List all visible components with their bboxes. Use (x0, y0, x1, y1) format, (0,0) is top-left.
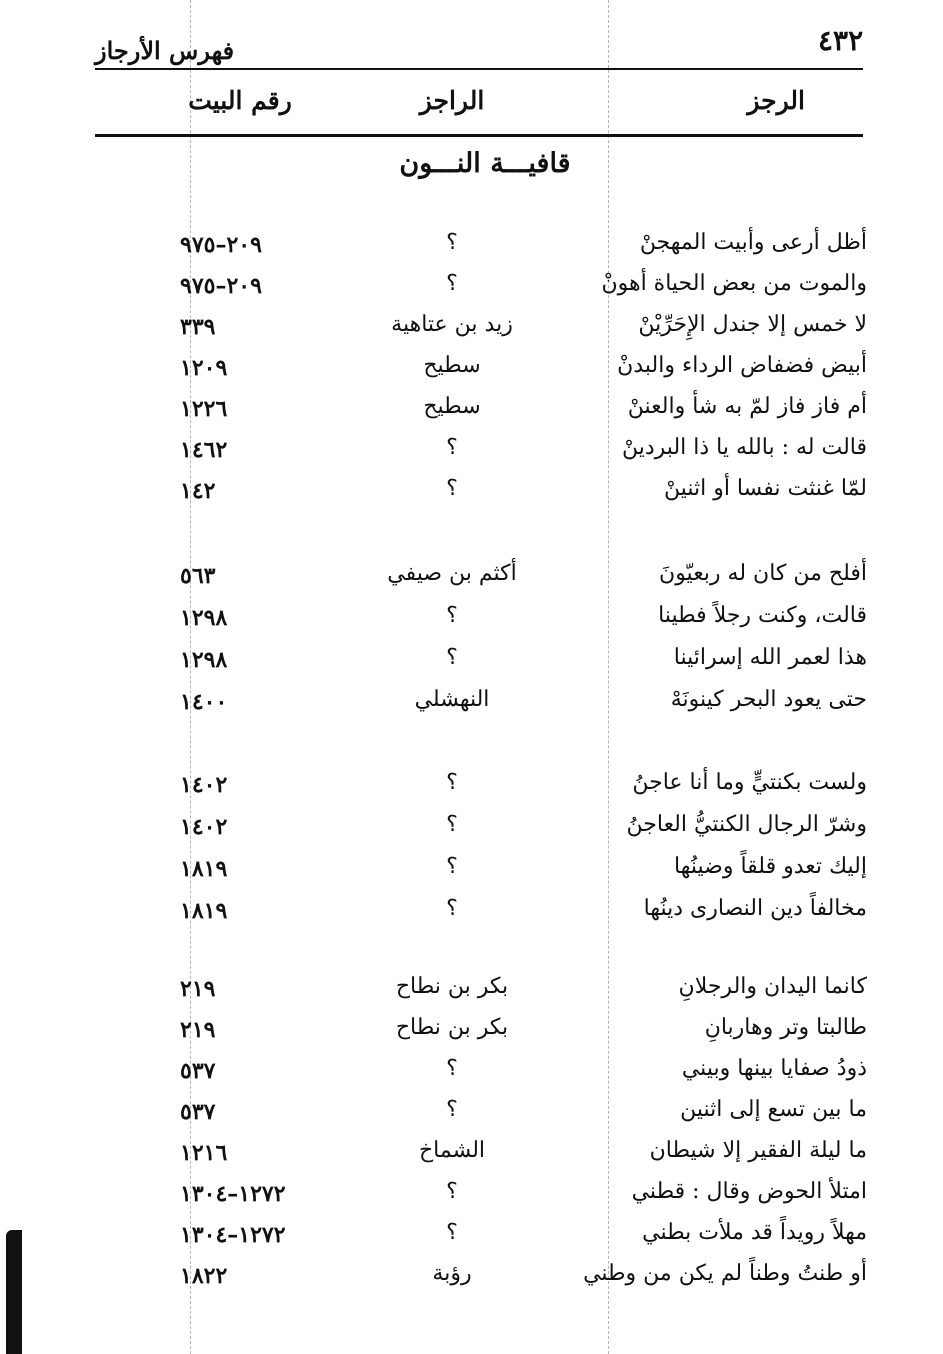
entry-verse: أبيض فضفاض الرداء والبدنْ (617, 353, 867, 378)
index-entry (0, 230, 943, 266)
entry-verse: أو طنتُ وطناً لم يكن من وطني (583, 1261, 867, 1286)
entry-verse: والموت من بعض الحياة أهونْ (601, 271, 867, 296)
index-entry (0, 435, 943, 471)
entry-verse: أظل أرعى وأبيت المهجنْ (639, 230, 867, 255)
index-entry (0, 394, 943, 430)
entry-poet: ؟ (446, 476, 458, 501)
entry-verse: طالبتا وتر وهاربانِ (704, 1015, 867, 1040)
index-entry (0, 603, 943, 639)
index-entry (0, 561, 943, 597)
entry-poet: ؟ (446, 645, 458, 670)
column-header-poet: الراجز (419, 86, 485, 115)
entry-line-number: ١٢١٦ (180, 1140, 228, 1166)
entry-line-number: ١٢٧٢–١٣٠٤ (180, 1181, 286, 1207)
scan-edge-shadow (6, 1230, 22, 1354)
entry-poet: بكر بن نطاح (395, 974, 509, 999)
index-entry (0, 1220, 943, 1256)
entry-line-number: ١٤٦٢ (180, 437, 228, 463)
entry-verse: لا خمس إلا جندل الإِحَرِّيْنْ (638, 312, 867, 337)
column-header-verse: الرجز (747, 86, 805, 115)
entry-poet: ؟ (446, 812, 458, 837)
entry-verse: مهلاً رويداً قد ملأت بطني (642, 1220, 867, 1245)
index-entry (0, 1097, 943, 1133)
index-entry (0, 1261, 943, 1297)
entry-poet: زيد بن عتاهية (391, 312, 513, 337)
entry-verse: أفلح من كان له ربعيّونَ (659, 561, 867, 586)
index-entry (0, 1015, 943, 1051)
index-entry (0, 476, 943, 512)
entry-verse: ولست بكنتيٍّ وما أنا عاجنُ (632, 770, 867, 795)
entry-line-number: ٢١٩ (180, 976, 216, 1002)
entry-line-number: ٢٠٩–٩٧٥ (180, 232, 262, 258)
entry-verse: قالت، وكنت رجلاً فطينا (658, 603, 867, 628)
entry-line-number: ٥٣٧ (180, 1058, 216, 1084)
entry-verse: هذا لعمر الله إسرائينا (673, 645, 867, 670)
entry-verse: مخالفاً دين النصارى دينُها (643, 896, 867, 921)
entry-line-number: ٣٣٩ (180, 314, 216, 340)
index-entry (0, 1056, 943, 1092)
entry-verse: ذودُ صفايا بينها وبيني (681, 1056, 867, 1081)
column-header-line-number: رقم البيت (188, 86, 292, 115)
index-entry (0, 1138, 943, 1174)
index-entry (0, 353, 943, 389)
entry-poet: سطيح (423, 353, 481, 378)
entry-line-number: ١٤٠٢ (180, 772, 228, 798)
entry-poet: ؟ (446, 854, 458, 879)
index-entry (0, 812, 943, 848)
entry-poet: ؟ (446, 1097, 458, 1122)
index-entry (0, 974, 943, 1010)
index-entry (0, 1179, 943, 1215)
entry-poet: الشماخ (418, 1138, 486, 1163)
entry-poet: النهشلي (414, 687, 490, 712)
entry-line-number: ٥٦٣ (180, 563, 216, 589)
entry-poet: ؟ (446, 603, 458, 628)
entry-poet: ؟ (446, 1179, 458, 1204)
entry-line-number: ١٤٠٠ (180, 689, 228, 715)
index-entry (0, 312, 943, 348)
entry-line-number: ١٢٩٨ (180, 647, 228, 673)
entry-line-number: ١٢٢٦ (180, 396, 228, 422)
index-entry (0, 687, 943, 723)
entry-line-number: ١٢٩٨ (180, 605, 228, 631)
index-entry (0, 271, 943, 307)
entry-line-number: ٢٠٩–٩٧٥ (180, 273, 262, 299)
entry-line-number: ٥٣٧ (180, 1099, 216, 1125)
entry-poet: سطيح (423, 394, 481, 419)
column-header-rule (95, 134, 863, 137)
entry-poet: ؟ (446, 271, 458, 296)
index-entry (0, 770, 943, 806)
entry-verse: أم فاز فاز لمّ به شأ والعننْ (627, 394, 867, 419)
entry-verse: ما بين تسع إلى اثنين (680, 1097, 867, 1122)
running-title: فهرس الأرجاز (95, 36, 235, 65)
index-entry (0, 854, 943, 890)
entry-poet: ؟ (446, 1056, 458, 1081)
entry-verse: لمّا غنثت نفسا أو اثنينْ (663, 476, 867, 501)
entry-poet: أكثم بن صيفي (387, 561, 517, 586)
entry-line-number: ١٨١٩ (180, 856, 228, 882)
entry-poet: ؟ (446, 770, 458, 795)
entry-poet: ؟ (446, 435, 458, 460)
header-rule (95, 68, 863, 70)
entry-line-number: ١٢٠٩ (180, 355, 228, 381)
entry-verse: امتلأ الحوض وقال : قطني (631, 1179, 867, 1204)
entry-line-number: ١٢٧٢–١٣٠٤ (180, 1222, 286, 1248)
entry-poet: ؟ (446, 230, 458, 255)
entry-poet: ؟ (446, 1220, 458, 1245)
entry-poet: رؤبة (432, 1261, 472, 1286)
entry-line-number: ٢١٩ (180, 1017, 216, 1043)
page-number: ٤٣٢ (818, 24, 864, 57)
entry-line-number: ١٨٢٢ (180, 1263, 228, 1289)
entry-line-number: ١٤٠٢ (180, 814, 228, 840)
entry-poet: ؟ (446, 896, 458, 921)
index-entry (0, 645, 943, 681)
entry-poet: بكر بن نطاح (395, 1015, 509, 1040)
entry-verse: إليك تعدو قلقاً وضينُها (674, 854, 867, 879)
entry-verse: ما ليلة الفقير إلا شيطان (649, 1138, 867, 1163)
entry-verse: حتى يعود البحر كينونَهْ (670, 687, 867, 712)
index-entry (0, 896, 943, 932)
entry-verse: كانما اليدان والرجلانِ (678, 974, 867, 999)
entry-verse: قالت له : بالله يا ذا البردينْ (622, 435, 867, 460)
entry-verse: وشرّ الرجال الكنتيُّ العاجنُ (626, 812, 867, 837)
section-title: قافيـــة النـــون (399, 148, 571, 179)
entry-line-number: ١٤٢ (180, 478, 216, 504)
entry-line-number: ١٨١٩ (180, 898, 228, 924)
